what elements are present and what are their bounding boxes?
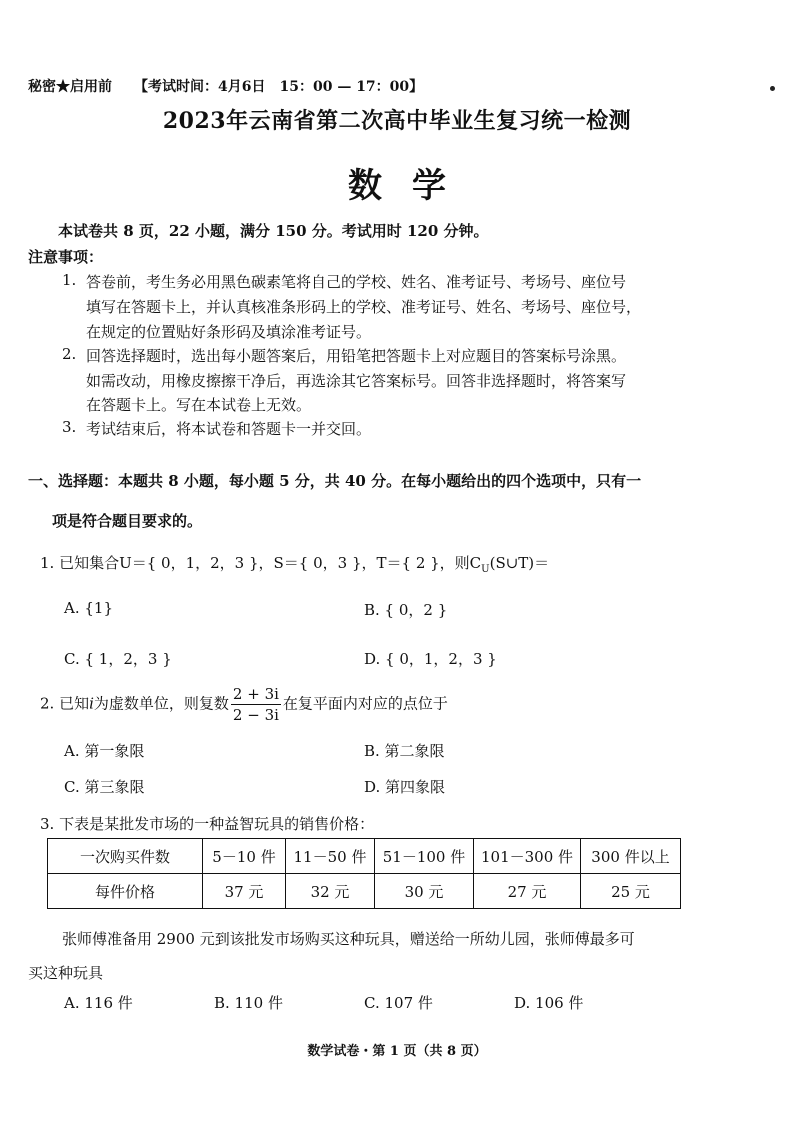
- question-1-text: 1. 已知集合U＝{ 0，1，2，3 }，S＝{ 0，3 }，T＝{ 2 }，则C: [40, 554, 482, 572]
- table-cell: 51－100 件: [375, 839, 474, 874]
- fraction-numerator: 2 + 3i: [232, 685, 279, 703]
- notes-title: 注意事项：: [28, 248, 104, 266]
- table-cell: 37 元: [203, 874, 286, 909]
- confidential-label: 秘密★启用前: [28, 79, 112, 95]
- q2-option-d: D. 第四象限: [364, 778, 446, 796]
- q1-option-a: A. {1}: [64, 599, 113, 617]
- question-2-var: i: [89, 694, 94, 713]
- table-cell: 32 元: [286, 874, 375, 909]
- q1-option-c: C. { 1，2，3 }: [64, 650, 172, 668]
- header-line: [28, 76, 423, 96]
- intro-text: 本试卷共 8 页，22 小题，满分 150 分。考试用时 120 分钟。: [58, 222, 489, 240]
- note-number: 2.: [62, 345, 77, 363]
- question-2-post: 在复平面内对应的点位于: [282, 694, 448, 713]
- q1-option-b: B. { 0，2 }: [364, 601, 448, 619]
- note-line: 回答选择题时，选出每小题答案后，用铅笔把答题卡上对应题目的答案标号涂黑。: [86, 347, 627, 365]
- table-cell: 300 件以上: [581, 839, 681, 874]
- exam-time: 【考试时间：4月6日 15：00 — 17：00】: [134, 79, 424, 95]
- q3-option-d: D. 106 件: [514, 994, 584, 1012]
- q3-option-a: A. 116 件: [64, 994, 133, 1012]
- question-2-mid: 为虚数单位，则复数: [93, 694, 229, 713]
- note-line: 填写在答题卡上，并认真核准条形码上的学校、准考证号、姓名、考场号、座位号，: [86, 298, 642, 316]
- table-cell: 11－50 件: [286, 839, 375, 874]
- note-number: 3.: [62, 418, 77, 436]
- question-2-pre: 2. 已知: [40, 694, 90, 713]
- note-line: 考试结束后，将本试卷和答题卡一并交回。: [86, 420, 372, 438]
- q2-option-b: B. 第二象限: [364, 742, 445, 760]
- section-heading: 一、选择题：本题共 8 小题，每小题 5 分，共 40 分。在每小题给出的四个选项中，只有一: [28, 472, 642, 490]
- table-cell: 每件价格: [48, 874, 203, 909]
- exam-title: 2023年云南省第二次高中毕业生复习统一检测: [162, 108, 632, 134]
- subject-title: 数学: [348, 166, 476, 206]
- note-line: 在答题卡上。写在本试卷上无效。: [86, 396, 312, 414]
- note-line: 如需改动，用橡皮擦擦干净后，再选涂其它答案标号。回答非选择题时，将答案写: [86, 372, 627, 390]
- question-1-sub: U: [481, 564, 490, 575]
- section-heading-cont: 项是符合题目要求的。: [52, 512, 203, 530]
- q2-option-a: A. 第一象限: [64, 742, 145, 760]
- question-1: [40, 552, 549, 575]
- question-3: 3. 下表是某批发市场的一种益智玩具的销售价格：: [40, 815, 375, 833]
- scan-dot: [770, 86, 775, 91]
- table-cell: 101－300 件: [474, 839, 581, 874]
- question-3-para: 买这种玩具: [28, 964, 104, 982]
- question-3-para: 张师傅准备用 2900 元到该批发市场购买这种玩具，赠送给一所幼儿园，张师傅最多可: [62, 930, 635, 948]
- question-1-tail: (S∪T)＝: [489, 554, 550, 572]
- q3-option-c: C. 107 件: [364, 994, 433, 1012]
- table-cell: 一次购买件数: [48, 839, 203, 874]
- table-cell: 27 元: [474, 874, 581, 909]
- q2-option-c: C. 第三象限: [64, 778, 145, 796]
- table-row: [48, 839, 681, 874]
- q3-option-b: B. 110 件: [214, 994, 283, 1012]
- fraction: [231, 684, 281, 725]
- question-2: [40, 684, 448, 725]
- note-line: 在规定的位置贴好条形码及填涂准考证号。: [86, 323, 372, 341]
- fraction-denominator: 2 − 3i: [232, 706, 279, 724]
- price-table: [47, 838, 681, 909]
- table-cell: 30 元: [375, 874, 474, 909]
- page-footer: 数学试卷・第 1 页（共 8 页）: [307, 1044, 487, 1059]
- table-row: [48, 874, 681, 909]
- table-cell: 25 元: [581, 874, 681, 909]
- q1-option-d: D. { 0，1，2，3 }: [364, 650, 497, 668]
- table-cell: 5－10 件: [203, 839, 286, 874]
- note-number: 1.: [62, 271, 77, 289]
- note-line: 答卷前，考生务必用黑色碳素笔将自己的学校、姓名、准考证号、考场号、座位号: [86, 273, 627, 291]
